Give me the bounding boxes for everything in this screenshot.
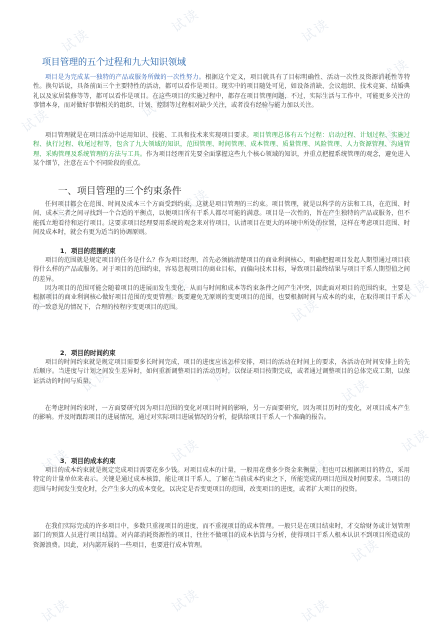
process-conclusion: 作为项目经理首先要全面掌握这些九个核心领域的知识，并重点把握系统管理的观念，避免进入某个细节，注意在五个不同阶段的重点。	[33, 150, 411, 168]
watermark-text: 试读	[29, 286, 63, 316]
document-title: 项目管理的五个过程和九大知识领域	[42, 58, 187, 68]
subsection-title-cost: 3．项目的成本约束	[60, 457, 116, 465]
watermark-text: 试读	[79, 366, 113, 396]
watermark-text: 试读	[299, 456, 333, 486]
watermark-text: 试读	[159, 276, 193, 306]
watermark-text: 试读	[59, 26, 93, 56]
watermark-text: 试读	[259, 86, 293, 116]
process-paragraph	[33, 131, 410, 169]
watermark-text: 试读	[89, 526, 123, 556]
time-paragraph-1: 项目的时间约束就是规定项目需要多长时间完成，项目的进度应该怎样安排，项目的活动在时间上的要求，各活动在时间安排上的先后顺序。当进度与计划之间发生差异时，如何重新调整项目的活动历时，以保证项目按期完成，或者通过调整项目的总体完成工期，以保证活动的时间与质量。	[33, 359, 410, 385]
subsection-title-scope: 1．项目的范围约束	[60, 247, 116, 255]
scope-paragraph-1: 项目的范围就是规定项目的任务是什么？作为项目经理，首先必须搞清楚项目的商业利润核心，明确把握项目发起人期望通过项目获得什么样的产品或服务。对于项目的范围约束，容易忽视项目的商业目标，而偏向技术目标，导致项目最终结果与项目干系人期望值之间的差异。	[33, 257, 410, 283]
watermark-text: 试读	[49, 196, 83, 226]
watermark-text: 试读	[39, 596, 73, 626]
watermark-text: 试读	[399, 426, 433, 456]
intro-paragraph	[33, 73, 410, 111]
intro-lead: 项目是为完成某一独特的产品或服务所做的一次性努力。	[45, 74, 206, 81]
watermark-text: 试读	[309, 206, 343, 236]
watermark-text: 试读	[169, 6, 203, 36]
section-paragraph: 任何项目都会在范围、时间及成本三个方面受到约束，这就是项目管理的三约束。项目管理，就是以科学的方法和工具，在范围、时间、成本三者之间寻找到一个合适的平衡点，以便项目所有干系人都尽可能的满意。项目是一次性的，旨在产生独特的产品或服务，但不能孤立地看待和运行项目。这要求项目经理要用系统的观念来对待项目，认清项目在更大的环境中所处的位置，这样在考虑项目范围、时间及成本时，就会有更为适当的协调原则。	[33, 201, 410, 237]
watermark-text: 试读	[299, 596, 333, 626]
intro-body: 根据这个定义，项目就具有了目标明确性、活动一次性及资源消耗性等特性。换句话说，具备前面三个主要特性的活动，都可以看作是项目。现实中的项目随处可见，如设备消缺、会议组织、技术竞赛、结婚典礼以及家居装修等等，都可以看作是项目。在这些项目的实施过程中，都存在项目管理问题，不过，实际生活与工作中，可能更多关注的事情本身，而对做好事情相关的组织、计划、控制等过程相对缺少关注，或者没有经验与能力加以关注。	[33, 74, 411, 110]
process-intro: 项目管理就是在项目活动中运用知识、技能、工具和技术来实现项目要求。	[45, 132, 253, 139]
time-paragraph-2: 在考虑时间约束时，一方面要研究因为项目范围的变化对项目时间的影响，另一方面要研究，因为项目历时的变化，对项目成本产生的影响。并及时跟踪项目的进展情况，通过对实际项目进展情况的分析，提供给项目干系人一个准确的报告。	[33, 405, 410, 422]
watermark-text: 试读	[379, 56, 413, 86]
watermark-text: 试读	[209, 356, 243, 386]
watermark-text: 试读	[169, 586, 203, 616]
watermark-text: 试读	[289, 296, 323, 326]
scope-paragraph-2: 因为项目的范围可能会随着项目的进展而发生变化，从而与时间和成本等约束条件之间产生冲突，因此面对项目的范围约束，主要是根据项目的商业利润核心做好项目范围的变更管理。既要避免无原则的变更项目的范围，也要根据时间与成本的约束，在取得项目干系人的一致意见的情况下，合理的按程序变更项目的范围。	[33, 285, 410, 311]
watermark-text: 试读	[219, 516, 253, 546]
watermark-text: 试读	[169, 436, 203, 466]
watermark-text: 试读	[349, 536, 383, 566]
watermark-text: 试读	[339, 376, 373, 406]
watermark-text: 试读	[369, 126, 403, 156]
watermark-text: 试读	[399, 276, 433, 306]
watermark-text: 试读	[299, 16, 333, 46]
watermark-text: 试读	[179, 186, 213, 216]
subsection-title-time: 2．项目的时间约束	[60, 349, 116, 357]
cost-paragraph-1: 项目的成本约束就是规定完成项目需要花多少钱。对项目成本的计量，一般用花费多少资金来衡量，但也可以根据项目的特点，采用特定的计量单位来表示。关键是通过成本核算，能让项目干系人，了解在当前成本约束之下，所能完成的项目范围及时间要求。当项目的范围与时间发生变化时，会产生多大的成本变化，以决定是否变更项目的范围，改变项目的进度，或者扩大项目的投资。	[33, 467, 410, 493]
process-highlight: 项目管理总体有五个过程：启动过程、计划过程、实施过程、执行过程、收尾过程等，包含了九大领域的知识，范围管理、时间管理、成本管理、质量管理、风险管理、人力资源管理、沟通管理、采购管理及系统管理的方法与工具。	[33, 132, 410, 158]
watermark-text: 试读	[19, 106, 53, 136]
watermark-text: 试读	[39, 446, 73, 476]
watermark-text: 试读	[139, 91, 173, 121]
section-title: 一、项目管理的三个约束条件	[58, 186, 182, 197]
cost-paragraph-2: 在我们实际完成的许多项目中，多数只重视项目的进度，而不重视项目的成本管理。一般只是在项目结束时，才交给财务或计划管理部门的预算人员进行项目结算。对内部消耗资源性的项目，往往不做项目的成本估算与分析，使得项目干系人根本认识不到项目所造成的资源浪费。因此，对内部开展的一些项目，也要进行成本管理。	[33, 523, 410, 549]
